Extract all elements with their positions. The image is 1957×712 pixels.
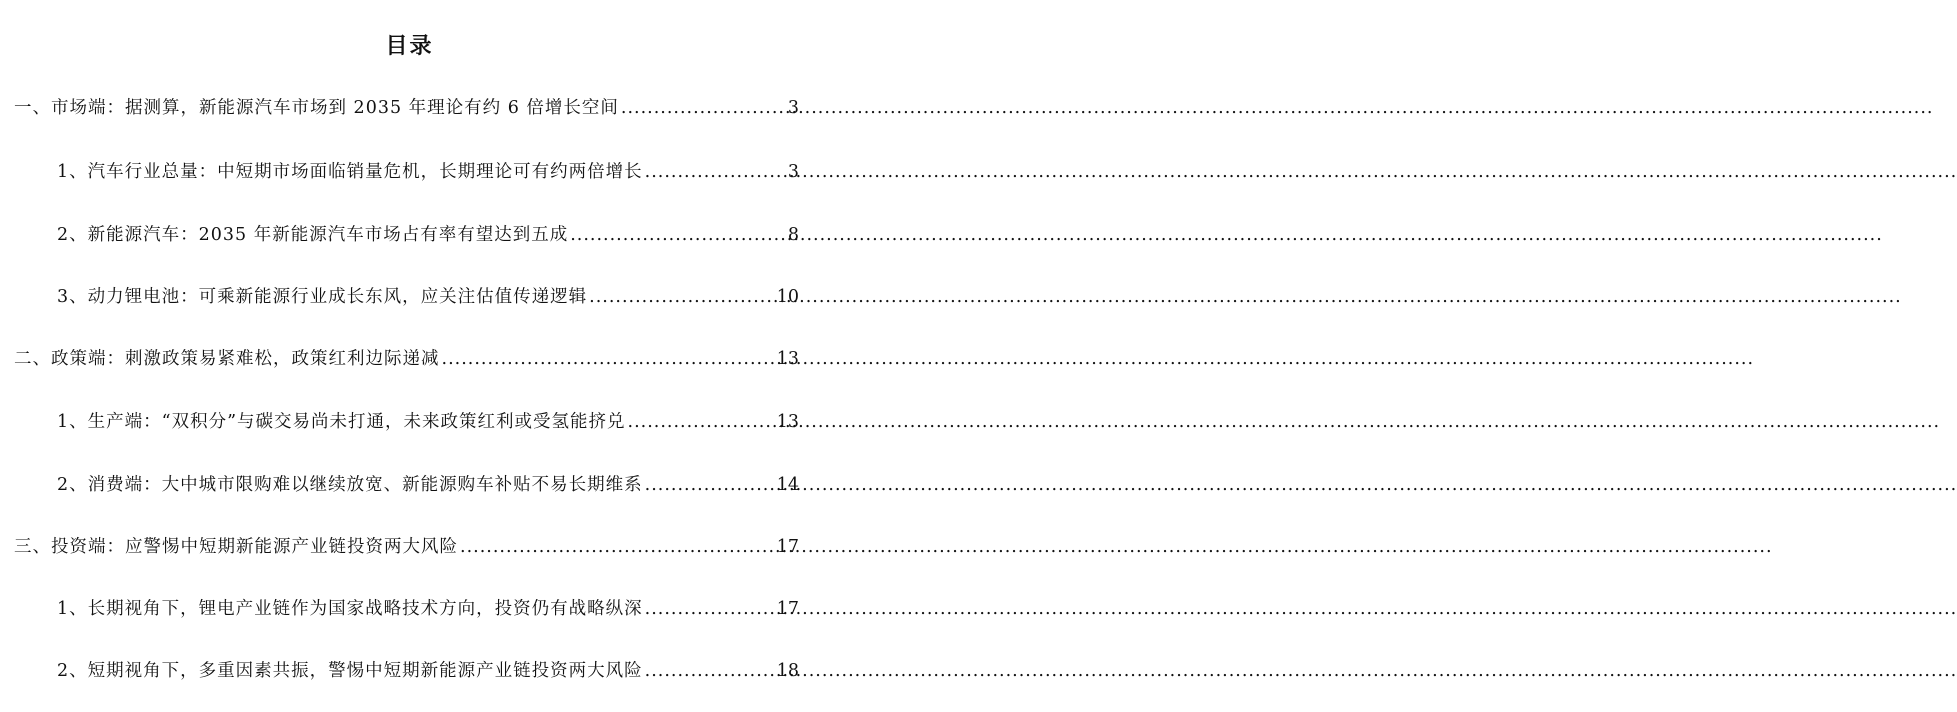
toc-dot-leader xyxy=(645,157,786,187)
toc-entry-text: 二、政策端：刺激政策易紧难松，政策红利边际递减 xyxy=(14,349,440,369)
toc-page-number: 3 xyxy=(787,162,799,182)
toc-dot-leader xyxy=(645,594,775,624)
toc-entry-text: 2、新能源汽车：2035 年新能源汽车市场占有率有望达到五成 xyxy=(57,225,569,245)
toc-entry-text: 三、投资端：应警惕中短期新能源产业链投资两大风险 xyxy=(14,537,458,557)
toc-entry-section-1-3[interactable] xyxy=(57,282,799,312)
toc-entry-text: 1、长期视角下，锂电产业链作为国家战略技术方向，投资仍有战略纵深 xyxy=(57,599,643,619)
toc-entry-section-1[interactable] xyxy=(14,93,799,123)
toc-dot-leader xyxy=(628,407,775,437)
toc-entry-text: 2、短期视角下，多重因素共振，警惕中短期新能源产业链投资两大风险 xyxy=(57,661,643,681)
toc-page-number: 8 xyxy=(787,225,799,245)
toc-entry-text: 3、动力锂电池：可乘新能源行业成长东风，应关注估值传递逻辑 xyxy=(57,287,588,307)
toc-entry-section-2-2[interactable] xyxy=(57,470,799,500)
toc-page-number: 13 xyxy=(776,349,799,369)
toc-page-number: 13 xyxy=(776,412,799,432)
toc-page-number: 17 xyxy=(776,599,799,619)
toc-dot-leader xyxy=(645,656,775,686)
toc-page-number: 14 xyxy=(776,475,799,495)
toc-entry-text: 1、生产端：“双积分”与碳交易尚未打通，未来政策红利或受氢能挤兑 xyxy=(57,412,626,432)
toc-entry-section-3-1[interactable] xyxy=(57,594,799,624)
toc-dot-leader xyxy=(460,532,775,562)
toc-dot-leader xyxy=(442,344,775,374)
toc-entry-section-3[interactable] xyxy=(14,532,799,562)
toc-page-number: 3 xyxy=(787,98,799,118)
toc-entry-section-3-2[interactable] xyxy=(57,656,799,686)
toc-dot-leader xyxy=(621,93,786,123)
toc-title: 目录 xyxy=(385,33,434,59)
toc-entry-text: 1、汽车行业总量：中短期市场面临销量危机，长期理论可有约两倍增长 xyxy=(57,162,643,182)
toc-page-number: 18 xyxy=(776,661,799,681)
toc-entry-text: 一、市场端：据测算，新能源汽车市场到 2035 年理论有约 6 倍增长空间 xyxy=(14,98,619,118)
toc-entry-section-2[interactable] xyxy=(14,344,799,374)
toc-page-number: 17 xyxy=(776,537,799,557)
toc-dot-leader xyxy=(570,220,786,250)
toc-entry-text: 2、消费端：大中城市限购难以继续放宽、新能源购车补贴不易长期维系 xyxy=(57,475,643,495)
toc-entry-section-2-1[interactable] xyxy=(57,407,799,437)
toc-dot-leader xyxy=(589,282,775,312)
toc-dot-leader xyxy=(645,470,775,500)
toc-entry-section-1-1[interactable] xyxy=(57,157,799,187)
toc-entry-section-1-2[interactable] xyxy=(57,220,799,250)
toc-page-number: 10 xyxy=(776,287,799,307)
